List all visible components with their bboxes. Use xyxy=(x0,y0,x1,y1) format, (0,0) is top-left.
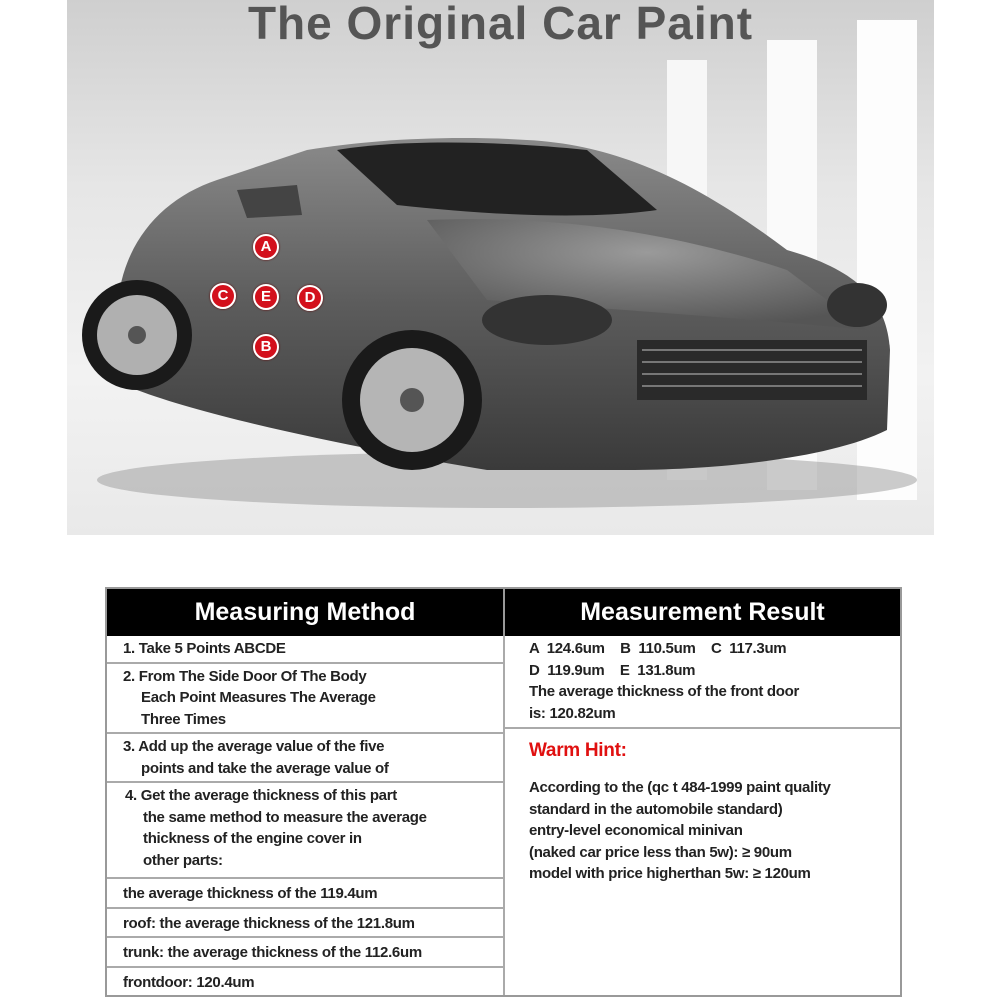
step-line: other parts: xyxy=(143,851,223,869)
hint-cell xyxy=(505,729,900,995)
marker-b: B xyxy=(253,334,279,360)
step-line: thickness of the engine cover in xyxy=(143,830,362,847)
point-values-1: A 124.6um B 110.5um C 117.3um xyxy=(529,640,787,657)
marker-c: C xyxy=(210,283,236,309)
step-line: Each Point Measures The Average xyxy=(141,689,376,706)
result-trunk xyxy=(107,938,503,968)
step-line: the average thickness of the 119.4um xyxy=(123,885,378,902)
step-line: roof: the average thickness of the 121.8um xyxy=(123,914,415,932)
step-line: points and take the average value of xyxy=(141,759,389,777)
step-line: 3. Add up the average value of the five xyxy=(123,738,385,755)
hint-line: entry-level economical minivan xyxy=(529,822,743,839)
step-line: 4. Get the average thickness of this part xyxy=(125,787,397,804)
method-column xyxy=(107,636,505,995)
step-line: Three Times xyxy=(141,710,226,728)
marker-d: D xyxy=(297,285,323,311)
step-line: 1. Take 5 Points ABCDE xyxy=(123,640,286,657)
hint-line: (naked car price less than 5w): ≥ 90um xyxy=(529,843,792,861)
page-title: The Original Car Paint xyxy=(247,0,754,49)
left-header: Measuring Method xyxy=(107,589,505,636)
result-engine-cover xyxy=(107,879,503,909)
result-column xyxy=(505,636,900,995)
marker-a: A xyxy=(253,234,279,260)
step-line: trunk: the average thickness of the 112.6um xyxy=(123,944,422,961)
car-illustration xyxy=(67,0,934,535)
step-line: frontdoor: 120.4um xyxy=(123,973,255,991)
step-1 xyxy=(107,636,503,664)
step-3 xyxy=(107,734,503,783)
average-value: is: 120.82um xyxy=(529,704,616,722)
result-cell xyxy=(505,636,900,729)
hint-title: Warm Hint: xyxy=(529,740,627,761)
step-4 xyxy=(107,783,503,879)
measurement-table xyxy=(105,587,902,997)
hint-line: According to the (qc t 484-1999 paint quality xyxy=(529,779,831,796)
result-frontdoor xyxy=(107,968,503,996)
result-roof xyxy=(107,909,503,939)
header-row xyxy=(107,589,900,636)
average-label: The average thickness of the front door xyxy=(529,683,800,700)
step-2 xyxy=(107,664,503,735)
hint-line: standard in the automobile standard) xyxy=(529,800,783,818)
right-header: Measurement Result xyxy=(580,598,825,626)
car-photo xyxy=(67,0,934,535)
table-body xyxy=(107,636,900,995)
marker-e: E xyxy=(253,284,279,310)
point-values-2: D 119.9um E 131.8um xyxy=(529,661,696,679)
step-line: the same method to measure the average xyxy=(143,808,427,826)
hint-line: model with price higherthan 5w: ≥ 120um xyxy=(529,865,811,882)
step-line: 2. From The Side Door Of The Body xyxy=(123,667,367,685)
